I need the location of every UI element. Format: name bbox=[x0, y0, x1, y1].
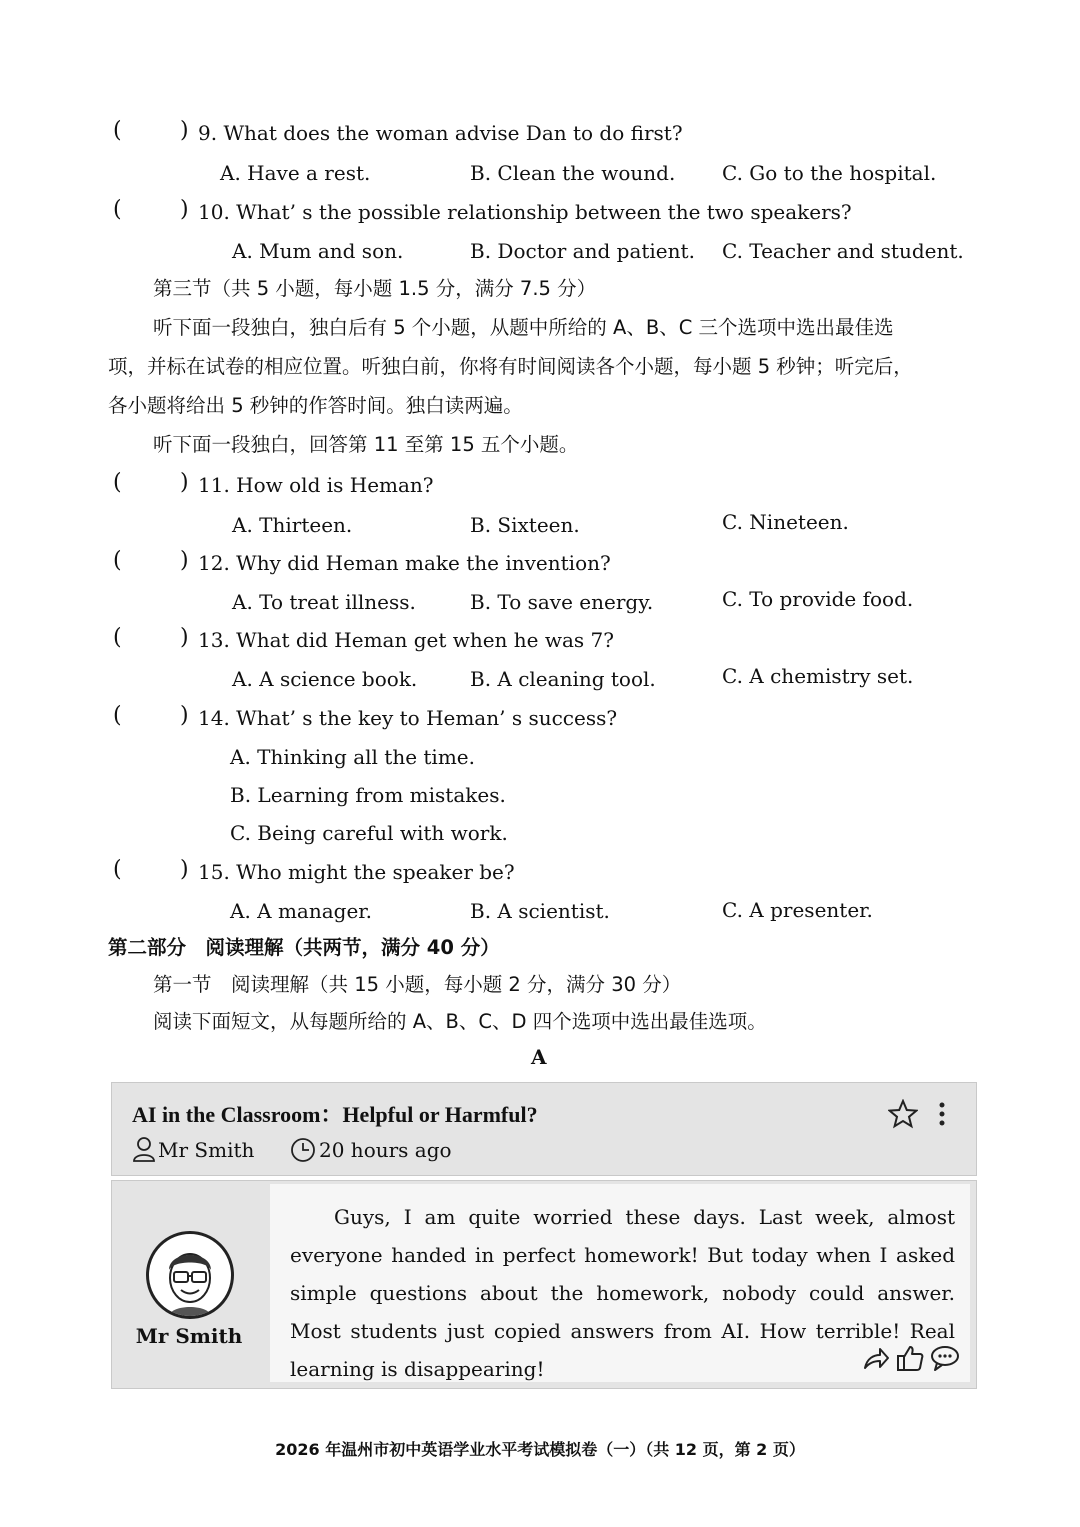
q14-option-a: A. Thinking all the time. bbox=[230, 745, 475, 769]
q11-option-b: B. Sixteen. bbox=[470, 513, 580, 537]
page-footer: 2026 年温州市初中英语学业水平考试模拟卷（一）（共 12 页，第 2 页） bbox=[275, 1440, 805, 1459]
thumbs-up-icon[interactable] bbox=[896, 1344, 924, 1372]
answer-paren-open: ( bbox=[113, 548, 122, 573]
part2-heading: 第二部分 阅读理解（共两节，满分 40 分） bbox=[108, 936, 500, 959]
question-9: 9. What does the woman advise Dan to do first? bbox=[198, 121, 683, 145]
q12-option-b: B. To save energy. bbox=[470, 590, 654, 614]
section3-instructions-line1: 听下面一段独白，独白后有 5 个小题，从题中所给的 A、B、C 三个选项中选出最佳选 bbox=[153, 316, 894, 339]
post-time: 20 hours ago bbox=[319, 1138, 452, 1162]
answer-paren-open: ( bbox=[113, 118, 122, 143]
q14-option-b: B. Learning from mistakes. bbox=[230, 783, 506, 807]
q15-option-b: B. A scientist. bbox=[470, 899, 610, 923]
post-body-text: Guys, I am quite worried these days. Last week, almost everyone handed in perfect homework! But today when I asked simple questions about the homework, nobody could answer. Most students just copied answers from AI. How terrible! Real learning is disappearing! bbox=[290, 1205, 955, 1381]
q11-option-c: C. Nineteen. bbox=[722, 510, 849, 534]
answer-paren-open: ( bbox=[113, 625, 122, 650]
question-13: 13. What did Heman get when he was 7? bbox=[198, 628, 614, 652]
section3-heading: 第三节（共 5 小题，每小题 1.5 分，满分 7.5 分） bbox=[153, 277, 597, 300]
question-12: 12. Why did Heman make the invention? bbox=[198, 551, 611, 575]
section3-instructions-line3: 各小题将给出 5 秒钟的作答时间。独白读两遍。 bbox=[108, 394, 523, 417]
avatar-name: Mr Smith bbox=[135, 1324, 243, 1348]
answer-paren-close: ) bbox=[180, 703, 189, 728]
question-11: 11. How old is Heman? bbox=[198, 473, 434, 497]
clock-icon bbox=[290, 1137, 316, 1163]
answer-paren-open: ( bbox=[113, 857, 122, 882]
q15-option-c: C. A presenter. bbox=[722, 898, 873, 922]
share-icon[interactable] bbox=[862, 1346, 890, 1372]
q12-option-a: A. To treat illness. bbox=[232, 590, 416, 614]
q11-option-a: A. Thirteen. bbox=[232, 513, 353, 537]
post-title: AI in the Classroom：Helpful or Harmful? bbox=[132, 1102, 538, 1127]
comment-icon[interactable] bbox=[930, 1345, 960, 1371]
q10-option-c: C. Teacher and student. bbox=[722, 239, 964, 263]
q10-option-a: A. Mum and son. bbox=[232, 239, 404, 263]
question-15: 15. Who might the speaker be? bbox=[198, 860, 515, 884]
q13-option-a: A. A science book. bbox=[232, 667, 418, 691]
q13-option-b: B. A cleaning tool. bbox=[470, 667, 656, 691]
part2-instruction: 阅读下面短文，从每题所给的 A、B、C、D 四个选项中选出最佳选项。 bbox=[153, 1010, 767, 1033]
q10-option-b: B. Doctor and patient. bbox=[470, 239, 695, 263]
section3-prompt: 听下面一段独白，回答第 11 至第 15 五个小题。 bbox=[153, 433, 579, 456]
answer-paren-close: ) bbox=[180, 118, 189, 143]
answer-paren-close: ) bbox=[180, 197, 189, 222]
post-author: Mr Smith bbox=[158, 1138, 255, 1162]
q9-option-c: C. Go to the hospital. bbox=[722, 161, 937, 185]
more-options-icon[interactable] bbox=[938, 1101, 946, 1127]
q12-option-c: C. To provide food. bbox=[722, 587, 914, 611]
avatar bbox=[146, 1231, 234, 1319]
answer-paren-open: ( bbox=[113, 470, 122, 495]
section3-instructions-line2: 项，并标在试卷的相应位置。听独白前，你将有时间阅读各个小题，每小题 5 秒钟；听完后， bbox=[108, 355, 913, 378]
answer-paren-close: ) bbox=[180, 470, 189, 495]
part2-section1-heading: 第一节 阅读理解（共 15 小题，每小题 2 分，满分 30 分） bbox=[153, 973, 682, 996]
post-header bbox=[111, 1082, 977, 1176]
q9-option-b: B. Clean the wound. bbox=[470, 161, 676, 185]
answer-paren-close: ) bbox=[180, 625, 189, 650]
answer-paren-open: ( bbox=[113, 703, 122, 728]
question-10: 10. What’ s the possible relationship between the two speakers? bbox=[198, 200, 852, 224]
q15-option-a: A. A manager. bbox=[230, 899, 373, 923]
question-14: 14. What’ s the key to Heman’ s success? bbox=[198, 706, 618, 730]
answer-paren-open: ( bbox=[113, 197, 122, 222]
post-content-area bbox=[270, 1184, 970, 1382]
passage-label: A bbox=[531, 1045, 547, 1069]
star-icon[interactable] bbox=[888, 1099, 918, 1129]
user-icon bbox=[132, 1136, 156, 1162]
q13-option-c: C. A chemistry set. bbox=[722, 664, 914, 688]
post-body-card bbox=[111, 1180, 977, 1389]
q9-option-a: A. Have a rest. bbox=[220, 161, 371, 185]
answer-paren-close: ) bbox=[180, 548, 189, 573]
answer-paren-close: ) bbox=[180, 857, 189, 882]
q14-option-c: C. Being careful with work. bbox=[230, 821, 508, 845]
